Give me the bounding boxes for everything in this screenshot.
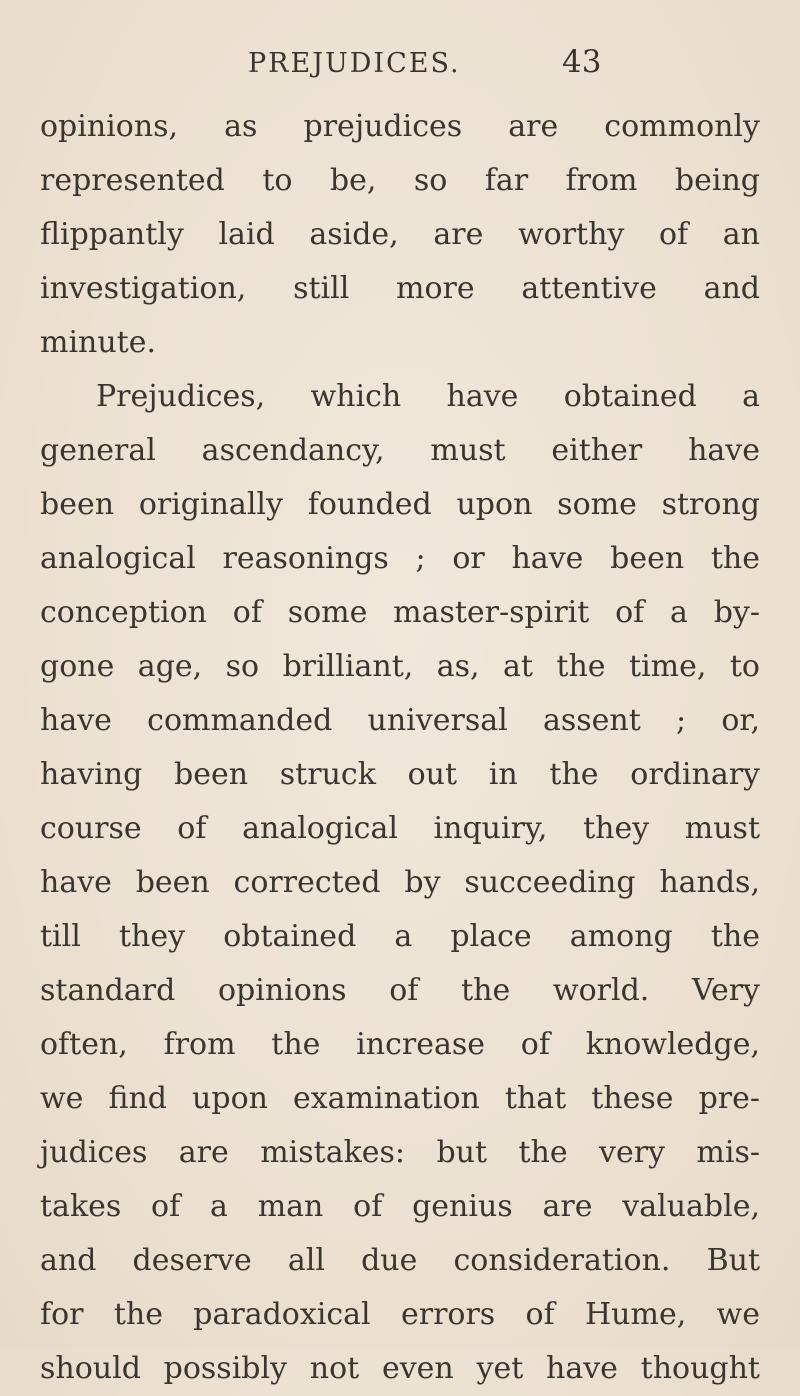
text-line: course of analogical inquiry, they must	[40, 811, 760, 846]
text-line: takes of a man of genius are valuable,	[40, 1189, 760, 1224]
text-line: conception of some master-spirit of a by-	[40, 595, 760, 630]
text-line: minute.	[40, 325, 157, 360]
text-line: have commanded universal assent ; or,	[40, 703, 760, 738]
text-line: should possibly not even yet have thought	[40, 1351, 760, 1386]
text-line: opinions, as prejudices are commonly	[40, 109, 760, 144]
text-line: for the paradoxical errors of Hume, we	[40, 1297, 760, 1332]
text-line: flippantly laid aside, are worthy of an	[40, 217, 760, 252]
page-number: 43	[562, 44, 602, 80]
text-line: judices are mistakes: but the very mis-	[40, 1135, 760, 1170]
text-line: analogical reasonings ; or have been the	[40, 541, 760, 576]
text-line: and deserve all due consideration. But	[40, 1243, 760, 1278]
text-line: been originally founded upon some strong	[40, 487, 760, 522]
text-line: gone age, so brilliant, as, at the time, to	[40, 649, 760, 684]
running-head: PREJUDICES.	[248, 48, 461, 79]
text-line: represented to be, so far from being	[40, 163, 760, 198]
text-line: till they obtained a place among the	[40, 919, 760, 954]
text-line: often, from the increase of knowledge,	[40, 1027, 760, 1062]
text-line: standard opinions of the world. Very	[40, 973, 760, 1008]
page-header	[0, 44, 800, 88]
paragraph-start-line: Prejudices, which have obtained a	[96, 379, 760, 414]
body-text	[40, 100, 760, 1396]
text-line: having been struck out in the ordinary	[40, 757, 760, 792]
text-line: have been corrected by succeeding hands,	[40, 865, 760, 900]
text-line: we find upon examination that these pre-	[40, 1081, 760, 1116]
text-line: general ascendancy, must either have	[40, 433, 760, 468]
text-line: investigation, still more attentive and	[40, 271, 760, 306]
